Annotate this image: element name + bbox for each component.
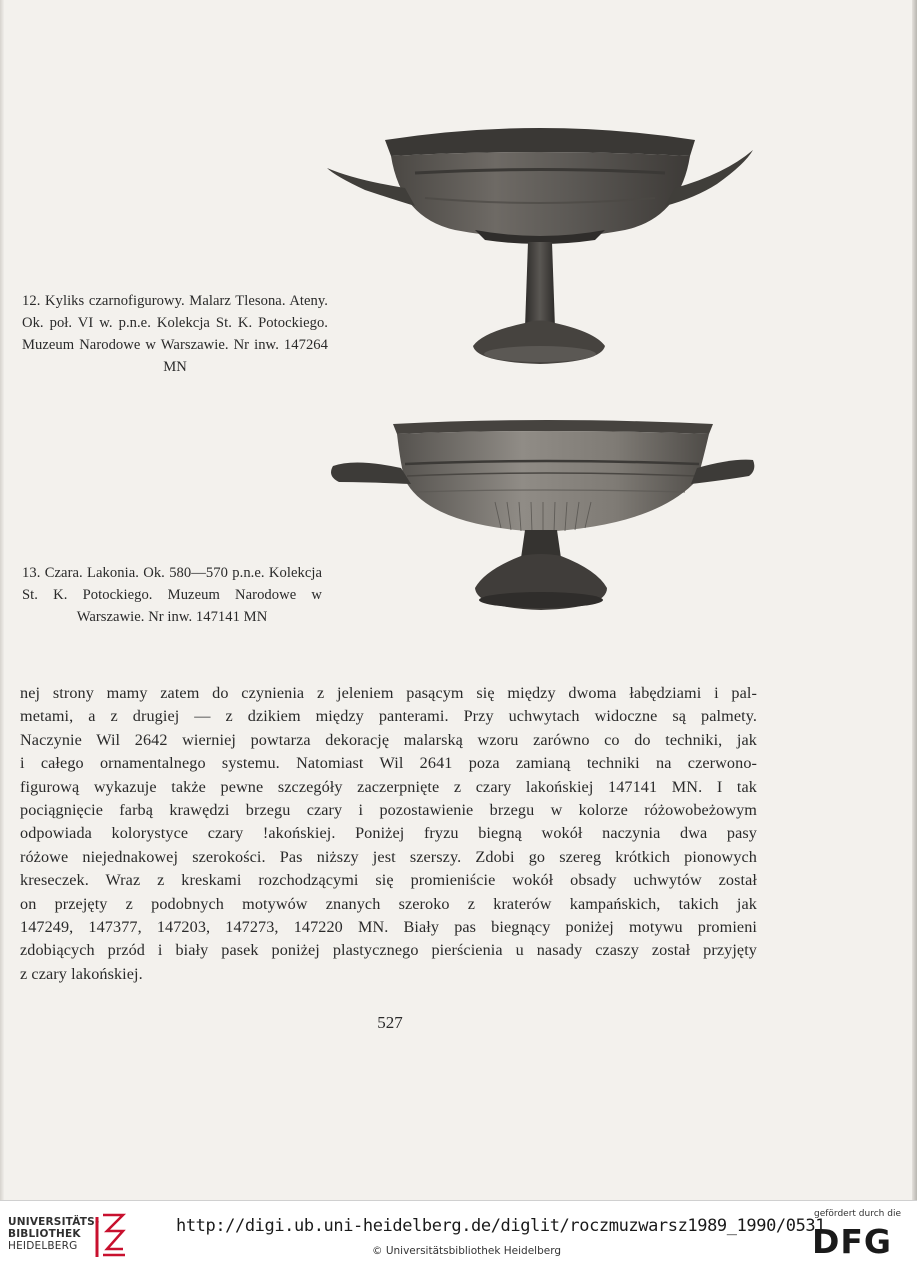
figure-12-caption-text: Kyliks czarnofigurowy. Malarz Tlesona. Ateny. Ok. poł. VI w. p.n.e. Kolekcja St. K. Potockiego. Muzeum Narodowe w Warszawie. Nr inw. 147264 MN [22, 293, 328, 375]
body-line: nej strony mamy zatem do czynienia z jeleniem pasącym się między dwoma łabędziami i pal- [20, 684, 757, 702]
body-line: Naczynie Wil 2642 wierniej powtarza dekorację malarską wzoru zarówno co do techniki, jak [20, 730, 757, 749]
body-line: zdobiących przód i biały pasek poniżej plastycznego pierścienia u nasady czaszy został przyjęty [20, 941, 757, 960]
funder-note: gefördert durch die [814, 1209, 901, 1219]
permalink-url[interactable]: http://digi.ub.uni-heidelberg.de/diglit/roczmuzwarsz1989_1990/0531 [176, 1216, 826, 1236]
body-line: kreseczek. Wraz z kreskami rozchodzącymi się promieniście wokół obsady uchwytów został [20, 871, 757, 890]
figure-12-kylix-photo [325, 118, 755, 368]
body-line: i całego ornamentalnego systemu. Natomiast Wil 2641 poza zamianą techniki na czerwono- [20, 754, 757, 773]
laconian-cup-image [325, 418, 757, 618]
kylix-image [325, 118, 755, 368]
page-edge-left [0, 0, 4, 1200]
body-line: on przejęty z podobnych motywów znanych szeroko z kraterów kampańskich, takich jak [20, 894, 757, 913]
body-line: odpowiada kolorystyce czary !akońskiej. Poniżej fryzu biegną wokół naczynia dwa pasy [20, 824, 757, 843]
body-line: 147249, 147377, 147203, 147273, 147220 MN. Biały pas biegnący poniżej motywu promieni [20, 918, 757, 937]
ub-heidelberg-logo[interactable] [8, 1211, 128, 1261]
dfg-logo [812, 1223, 906, 1257]
figure-12-number: 12. [22, 293, 41, 309]
body-paragraph [20, 682, 757, 986]
page-number: 527 [377, 1013, 403, 1032]
figure-13-caption [22, 562, 322, 628]
body-line: różowe niejednakowej szerokości. Pas niższy jest szerszy. Zdobi go szereg krótkich pionowych [20, 847, 757, 866]
body-line: z czary lakońskiej. [20, 964, 143, 983]
dfg-logo-text: DFG [812, 1223, 893, 1257]
figure-13-cup-photo [325, 418, 757, 618]
ub-logo-line: UNIVERSITÄTS- [8, 1216, 100, 1228]
ub-logo-line: BIBLIOTHEK [8, 1228, 81, 1240]
body-line: metami, a z drugiej — z dzikiem między panterami. Przy uchwytach widoczne są palmety. [20, 707, 757, 726]
figure-13-caption-text: Czara. Lakonia. Ok. 580—570 p.n.e. Kolekcja St. K. Potockiego. Muzeum Narodowe w Warszawie. Nr inw. 147141 MN [22, 565, 322, 625]
copyright-notice: © Universitätsbibliothek Heidelberg [372, 1245, 562, 1257]
body-line: pociągnięcie farbą krawędzi brzegu czary i pozostawienie brzegu w kolorze różowobeżowym [20, 801, 757, 820]
page-edge-right [912, 0, 917, 1200]
ub-logo-line: HEIDELBERG [8, 1240, 78, 1252]
figure-12-caption [22, 290, 328, 378]
body-line: figurową wykazuje także pewne szczegóły zaczerpnięte z czary lakońskiej 147141 MN. I tak [20, 777, 757, 796]
dfg-funding-block[interactable] [812, 1209, 908, 1259]
figure-13-number: 13. [22, 565, 41, 581]
digitization-footer [0, 1200, 917, 1269]
ub-emblem-icon [93, 1211, 129, 1259]
ub-logo-text [8, 1216, 99, 1252]
